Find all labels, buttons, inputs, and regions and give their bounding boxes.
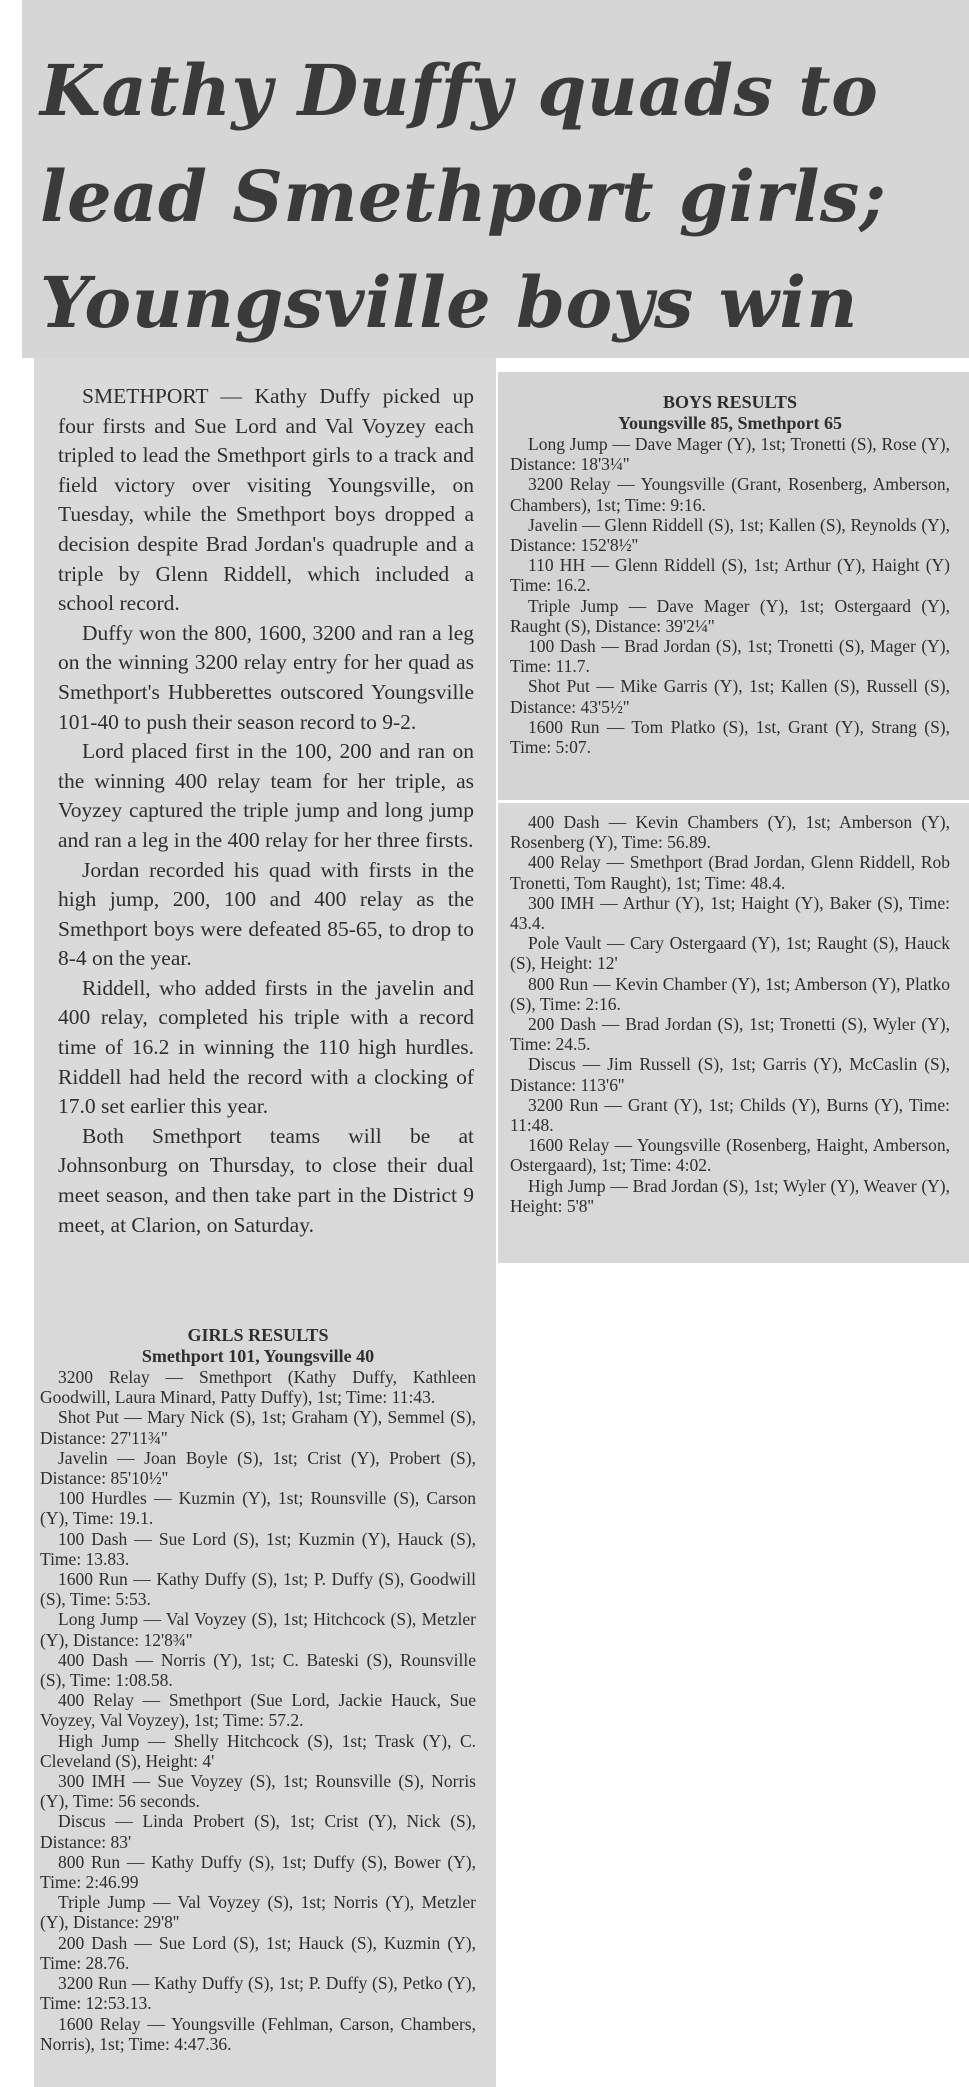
boys-results-part1 <box>510 392 950 757</box>
result-item: High Jump — Shelly Hitchcock (S), 1st; Trask (Y), C. Cleveland (S), Height: 4' <box>40 1730 476 1771</box>
girls-results-title: GIRLS RESULTS <box>187 1325 329 1345</box>
result-item: Discus — Jim Russell (S), 1st; Garris (Y), McCaslin (S), Distance: 113'6'' <box>510 1054 950 1095</box>
result-item: 100 Dash — Brad Jordan (S), 1st; Tronetti (S), Mager (Y), Time: 11.7. <box>510 636 950 677</box>
boys-results-title: BOYS RESULTS <box>663 392 797 412</box>
result-item: 3200 Run — Kathy Duffy (S), 1st; P. Duffy (S), Petko (Y), Time: 12:53.13. <box>40 1973 476 2014</box>
result-item: Triple Jump — Dave Mager (Y), 1st; Ostergaard (Y), Raught (S), Distance: 39'2¼'' <box>510 595 950 636</box>
story-paragraph: Duffy won the 800, 1600, 3200 and ran a leg on the winning 3200 relay entry for her quad as Smethport's Hubberettes outscored Youngsville 101-40 to push their season record to 9-2. <box>58 620 474 734</box>
result-item: 200 Dash — Brad Jordan (S), 1st; Tronetti (S), Wyler (Y), Time: 24.5. <box>510 1014 950 1055</box>
result-item: 300 IMH — Arthur (Y), 1st; Haight (Y), Baker (S), Time: 43.4. <box>510 892 950 934</box>
result-item: 200 Dash — Sue Lord (S), 1st; Hauck (S), Kuzmin (Y), Time: 28.76. <box>40 1932 476 1973</box>
result-item: 1600 Run — Kathy Duffy (S), 1st; P. Duffy (S), Goodwill (S), Time: 5:53. <box>40 1569 476 1610</box>
boys-results-score: Youngsville 85, Smethport 65 <box>617 413 842 433</box>
result-item: 3200 Relay — Youngsville (Grant, Rosenberg, Amberson, Chambers), 1st; Time: 9:16. <box>510 474 950 515</box>
result-item: 800 Run — Kathy Duffy (S), 1st; Duffy (S), Bower (Y), Time: 2:46.99 <box>40 1851 476 1893</box>
result-item: 1600 Relay — Youngsville (Fehlman, Carson, Chambers, Norris), 1st; Time: 4:47.36. <box>40 2013 476 2054</box>
result-item: 400 Relay — Smethport (Sue Lord, Jackie Hauck, Sue Voyzey, Val Voyzey), 1st; Time: 57.2. <box>40 1690 476 1731</box>
girls-results-score: Smethport 101, Youngsville 40 <box>141 1346 375 1366</box>
result-item: Long Jump — Val Voyzey (S), 1st; Hitchcock (S), Metzler (Y), Distance: 12'8¾'' <box>40 1609 476 1650</box>
result-item: 400 Dash — Norris (Y), 1st; C. Bateski (S), Rounsville (S), Time: 1:08.58. <box>40 1649 476 1691</box>
result-item: 100 Dash — Sue Lord (S), 1st; Kuzmin (Y), Hauck (S), Time: 13.83. <box>40 1528 476 1569</box>
result-item: Triple Jump — Val Voyzey (S), 1st; Norris (Y), Metzler (Y), Distance: 29'8'' <box>40 1892 476 1933</box>
result-item: Long Jump — Dave Mager (Y), 1st; Tronetti (S), Rose (Y), Distance: 18'3¼'' <box>510 434 950 475</box>
result-item: 1600 Run — Tom Platko (S), 1st, Grant (Y), Strang (S), Time: 5:07. <box>510 716 950 758</box>
result-item: 3200 Run — Grant (Y), 1st; Childs (Y), Burns (Y), Time: 11:48. <box>510 1094 950 1136</box>
boys-results-part2 <box>510 812 950 1216</box>
result-item: 100 Hurdles — Kuzmin (Y), 1st; Rounsville (S), Carson (Y), Time: 19.1. <box>40 1488 476 1529</box>
result-item: 800 Run — Kevin Chamber (Y), 1st; Amberson (Y), Platko (S), Time: 2:16. <box>510 973 950 1014</box>
story-paragraph: Lord placed first in the 100, 200 and ran on the winning 400 relay team for her triple, as Voyzey captured the triple jump and long jump and ran a leg in the 400 relay for her three firsts. <box>58 739 474 852</box>
result-item: 300 IMH — Sue Voyzey (S), 1st; Rounsville (S), Norris (Y), Time: 56 seconds. <box>40 1771 476 1812</box>
result-item: 3200 Relay — Smethport (Kathy Duffy, Kathleen Goodwill, Laura Minard, Patty Duffy), 1st; Time: 11:43. <box>40 1367 476 1408</box>
story-paragraph: Jordan recorded his quad with firsts in the high jump, 200, 100 and 400 relay as the Smethport boys were defeated 85-65, to drop to 8-4 on the year. <box>58 857 474 971</box>
result-item: High Jump — Brad Jordan (S), 1st; Wyler (Y), Weaver (Y), Height: 5'8'' <box>510 1175 950 1216</box>
result-item: 1600 Relay — Youngsville (Rosenberg, Haight, Amberson, Ostergaard), 1st; Time: 4:02. <box>510 1135 950 1176</box>
story-paragraph: Both Smethport teams will be at Johnsonburg on Thursday, to close their dual meet season, and then take part in the District 9 meet, at Clarion, on Saturday. <box>58 1123 474 1237</box>
result-item: Pole Vault — Cary Ostergaard (Y), 1st; Raught (S), Hauck (S), Height: 12' <box>510 933 950 974</box>
girls-results <box>40 1325 476 2054</box>
result-item: 110 HH — Glenn Riddell (S), 1st; Arthur (Y), Haight (Y) Time: 16.2. <box>510 555 950 596</box>
result-item: Shot Put — Mike Garris (Y), 1st; Kallen (S), Russell (S), Distance: 43'5½'' <box>510 676 950 717</box>
result-item: 400 Relay — Smethport (Brad Jordan, Glenn Riddell, Rob Tronetti, Tom Raught), 1st; Time: 48.4. <box>510 852 950 893</box>
result-item: Shot Put — Mary Nick (S), 1st; Graham (Y), Semmel (S), Distance: 27'11¾'' <box>40 1407 476 1448</box>
result-item: 400 Dash — Kevin Chambers (Y), 1st; Amberson (Y), Rosenberg (Y), Time: 56.89. <box>510 812 950 853</box>
headline: Kathy Duffy quads to lead Smethport girls; Youngsville boys win <box>40 49 887 344</box>
result-item: Javelin — Glenn Riddell (S), 1st; Kallen (S), Reynolds (Y), Distance: 152'8½'' <box>510 514 950 556</box>
result-item: Discus — Linda Probert (S), 1st; Crist (Y), Nick (S), Distance: 83' <box>40 1811 476 1852</box>
story-paragraph: Riddell, who added firsts in the javelin and 400 relay, completed his triple with a record time of 16.2 in winning the 110 high hurdles. Riddell had held the record with a clocking of 17.0 set earlier this year. <box>58 975 474 1119</box>
story-paragraph: SMETHPORT — Kathy Duffy picked up four firsts and Sue Lord and Val Voyzey each tripled to lead the Smethport girls to a track and field victory over visiting Youngsville, on Tuesday, while the Smethport boys dropped a decision despite Brad Jordan's quadruple and a triple by Glenn Riddell, which included a school record. <box>58 384 474 616</box>
result-item: Javelin — Joan Boyle (S), 1st; Crist (Y), Probert (S), Distance: 85'10½'' <box>40 1447 476 1489</box>
story-body <box>58 382 474 1240</box>
